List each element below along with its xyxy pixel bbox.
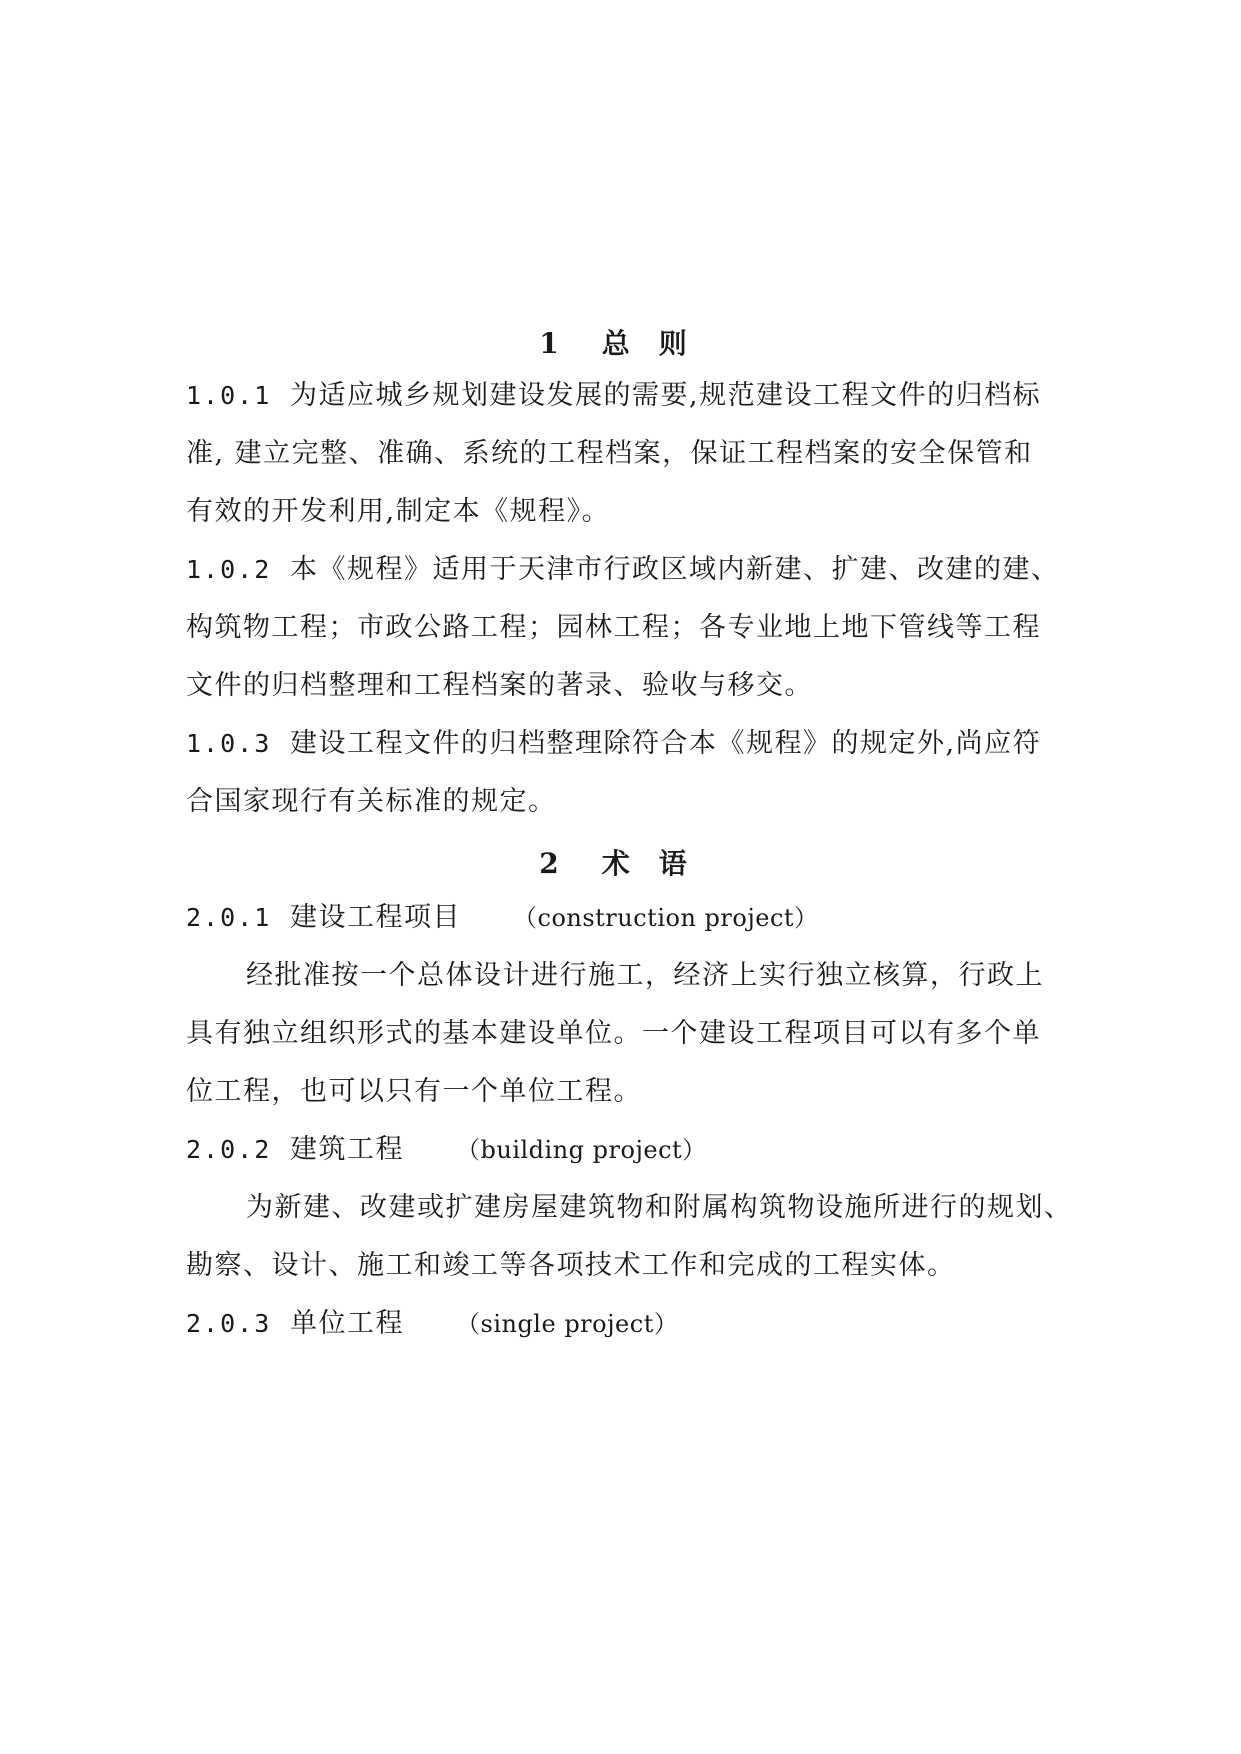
section-heading-1 xyxy=(0,322,1241,362)
definition-line xyxy=(186,1016,1041,1052)
clause-text: 合国家现行有关标准的规定。 xyxy=(186,786,557,817)
definition-line xyxy=(186,1074,642,1110)
definition-text: 勘察、设计、施工和竣工等各项技术工作和完成的工程实体。 xyxy=(186,1250,956,1281)
definition-line xyxy=(246,958,1044,994)
clause-number: 1.0.1 xyxy=(186,381,272,410)
term-en: （building project） xyxy=(456,1136,707,1164)
definition-line xyxy=(246,1190,1073,1226)
clause-line xyxy=(186,784,557,820)
term-cn: 建筑工程 xyxy=(290,1134,404,1165)
clause-text: 文件的归档整理和工程档案的著录、验收与移交。 xyxy=(186,670,813,701)
section-title-char: 总 xyxy=(601,327,631,360)
definition-text: 位工程，也可以只有一个单位工程。 xyxy=(186,1076,642,1107)
clause-line xyxy=(186,668,813,704)
section-number: 1 xyxy=(539,327,560,360)
clause-text: 为适应城乡规划建设发展的需要,规范建设工程文件的归档标 xyxy=(290,380,1042,411)
definition-line xyxy=(186,1248,956,1284)
term-number: 2.0.1 xyxy=(186,903,272,932)
term-cn: 建设工程项目 xyxy=(290,902,461,933)
clause-text: 准, 建立完整、准确、系统的工程档案，保证工程档案的安全保管和 xyxy=(186,438,1033,469)
definition-text: 经批准按一个总体设计进行施工，经济上实行独立核算，行政上 xyxy=(246,960,1044,991)
term-cn: 单位工程 xyxy=(290,1308,404,1339)
clause-text: 建设工程文件的归档整理除符合本《规程》的规定外,尚应符 xyxy=(290,728,1042,759)
section-number: 2 xyxy=(539,847,560,880)
clause-number: 1.0.2 xyxy=(186,555,272,584)
clause-line xyxy=(186,436,1033,472)
clause-line xyxy=(186,552,1060,588)
section-title-char: 语 xyxy=(658,847,688,880)
section-title-char: 术 xyxy=(601,847,631,880)
clause-line xyxy=(186,610,1041,646)
term-line xyxy=(186,1132,707,1168)
clause-text: 构筑物工程；市政公路工程；园林工程；各专业地上地下管线等工程 xyxy=(186,612,1041,643)
section-heading-2 xyxy=(0,842,1241,882)
term-line xyxy=(186,1306,678,1342)
definition-text: 具有独立组织形式的基本建设单位。一个建设工程项目可以有多个单 xyxy=(186,1018,1041,1049)
clause-text: 本《规程》适用于天津市行政区域内新建、扩建、改建的建、 xyxy=(290,554,1060,585)
term-en: （construction project） xyxy=(513,904,819,932)
term-number: 2.0.2 xyxy=(186,1135,272,1164)
term-en: （single project） xyxy=(456,1310,679,1338)
clause-line xyxy=(186,726,1041,762)
clause-line xyxy=(186,378,1041,414)
definition-text: 为新建、改建或扩建房屋建筑物和附属构筑物设施所进行的规划、 xyxy=(246,1192,1073,1223)
section-title-char: 则 xyxy=(658,327,688,360)
clause-line xyxy=(186,494,610,530)
term-line xyxy=(186,900,819,936)
term-number: 2.0.3 xyxy=(186,1309,272,1338)
clause-number: 1.0.3 xyxy=(186,729,272,758)
clause-text: 有效的开发利用,制定本《规程》。 xyxy=(186,496,611,527)
